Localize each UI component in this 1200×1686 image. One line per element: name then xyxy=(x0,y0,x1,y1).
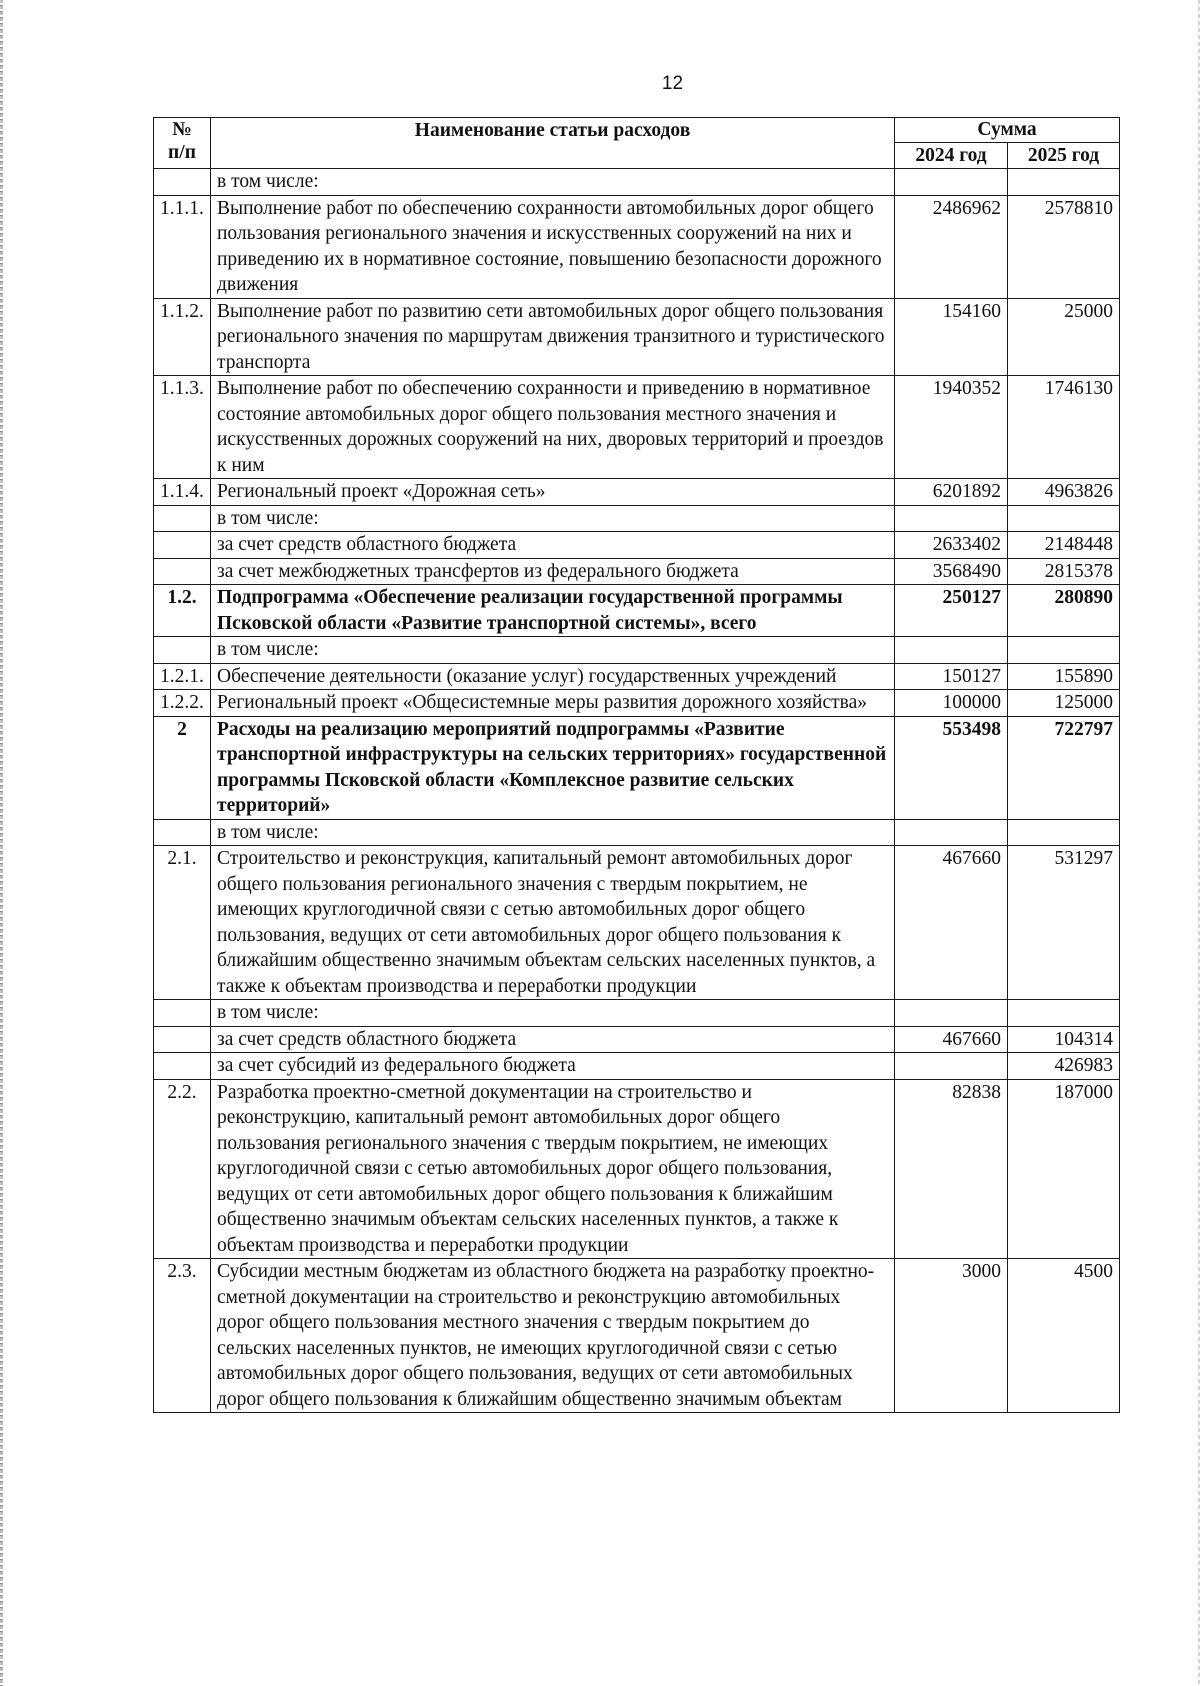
row-value-2024: 1940352 xyxy=(895,376,1008,479)
table-row xyxy=(154,663,1120,690)
row-number: 1.2. xyxy=(154,585,211,637)
row-name: за счет межбюджетных трансфертов из федерального бюджета xyxy=(211,558,895,585)
row-value-2025: 531297 xyxy=(1008,846,1120,1000)
row-value-2024: 2633402 xyxy=(895,532,1008,559)
row-value-2024: 250127 xyxy=(895,585,1008,637)
row-number xyxy=(154,532,211,559)
row-name: за счет субсидий из федерального бюджета xyxy=(211,1053,895,1080)
header-year-2025: 2025 год xyxy=(1008,143,1120,169)
table-row xyxy=(154,846,1120,1000)
header-row xyxy=(154,118,1120,143)
row-value-2024: 2486962 xyxy=(895,195,1008,298)
row-name: Региональный проект «Общесистемные меры развития дорожного хозяйства» xyxy=(211,690,895,717)
table-row xyxy=(154,690,1120,717)
row-number xyxy=(154,1000,211,1027)
row-name: за счет средств областного бюджета xyxy=(211,532,895,559)
header-year-2024: 2024 год xyxy=(895,143,1008,169)
row-value-2025: 4963826 xyxy=(1008,479,1120,506)
header-num-label: № xyxy=(172,119,192,140)
row-number: 1.2.2. xyxy=(154,690,211,717)
page-number: 12 xyxy=(661,73,684,94)
row-value-2025: 155890 xyxy=(1008,663,1120,690)
table-row xyxy=(154,376,1120,479)
table-row xyxy=(154,1259,1120,1413)
row-name: Выполнение работ по обеспечению сохранности и приведению в нормативное состояние автомобильных дорог общего пользования местного значения и искусственных дорожных сооружений на них, дворовых территорий и проездов к ним xyxy=(211,376,895,479)
header-num-cell xyxy=(154,118,211,169)
row-value-2024 xyxy=(895,819,1008,846)
table-row xyxy=(154,819,1120,846)
row-value-2024: 467660 xyxy=(895,1026,1008,1053)
table-row xyxy=(154,637,1120,664)
row-number xyxy=(154,819,211,846)
row-value-2025: 187000 xyxy=(1008,1079,1120,1259)
row-value-2024: 82838 xyxy=(895,1079,1008,1259)
row-number: 2 xyxy=(154,716,211,819)
row-name: Выполнение работ по развитию сети автомобильных дорог общего пользования регионального значения по маршрутам движения транзитного и туристического транспорта xyxy=(211,298,895,376)
row-value-2025 xyxy=(1008,1000,1120,1027)
row-name: в том числе: xyxy=(211,169,895,196)
row-value-2025: 4500 xyxy=(1008,1259,1120,1413)
table-row-subprogram xyxy=(154,585,1120,637)
row-value-2025: 280890 xyxy=(1008,585,1120,637)
table-row xyxy=(154,558,1120,585)
row-name: Обеспечение деятельности (оказание услуг) государственных учреждений xyxy=(211,663,895,690)
row-name: Разработка проектно-сметной документации на строительство и реконструкцию, капитальный ремонт автомобильных дорог общего пользования регионального значения с твердым покрытием, не имеющих круглогодичной связи с сетью автомобильных дорог общего пользования, ведущих от сети автомобильных дорог общего пользования к ближайшим общественно значимым объектам сельских населенных пунктов, а также к объектам производства и переработки продукции xyxy=(211,1079,895,1259)
row-number xyxy=(154,1053,211,1080)
header-num-sub-label: п/п xyxy=(168,142,196,163)
row-value-2025 xyxy=(1008,819,1120,846)
header-sum: Сумма xyxy=(895,118,1120,143)
table-row xyxy=(154,532,1120,559)
table-row xyxy=(154,1026,1120,1053)
row-value-2024 xyxy=(895,637,1008,664)
row-value-2025 xyxy=(1008,169,1120,196)
row-value-2025 xyxy=(1008,637,1120,664)
row-number: 2.2. xyxy=(154,1079,211,1259)
row-value-2025: 125000 xyxy=(1008,690,1120,717)
row-number xyxy=(154,169,211,196)
row-number: 1.2.1. xyxy=(154,663,211,690)
row-value-2025: 426983 xyxy=(1008,1053,1120,1080)
row-value-2025: 25000 xyxy=(1008,298,1120,376)
row-value-2024 xyxy=(895,505,1008,532)
row-value-2025: 1746130 xyxy=(1008,376,1120,479)
row-name: Расходы на реализацию мероприятий подпрограммы «Развитие транспортной инфраструктуры на сельских территориях» государственной программы Псковской области «Комплексное развитие сельских территорий» xyxy=(211,716,895,819)
row-number: 1.1.2. xyxy=(154,298,211,376)
table-row xyxy=(154,1053,1120,1080)
row-value-2025 xyxy=(1008,505,1120,532)
row-value-2024 xyxy=(895,1053,1008,1080)
row-number: 1.1.3. xyxy=(154,376,211,479)
row-value-2024 xyxy=(895,169,1008,196)
row-name: Строительство и реконструкция, капитальный ремонт автомобильных дорог общего пользования регионального значения с твердым покрытием, не имеющих круглогодичной связи с сетью автомобильных дорог общего пользования, ведущих от сети автомобильных дорог общего пользования к ближайшим общественно значимым объектам сельских населенных пунктов, а также к объектам производства и переработки продукции xyxy=(211,846,895,1000)
row-number xyxy=(154,1026,211,1053)
row-value-2025: 104314 xyxy=(1008,1026,1120,1053)
row-value-2025: 722797 xyxy=(1008,716,1120,819)
table-row-subprogram xyxy=(154,716,1120,819)
row-name: Региональный проект «Дорожная сеть» xyxy=(211,479,895,506)
table-row xyxy=(154,1079,1120,1259)
row-value-2024: 150127 xyxy=(895,663,1008,690)
row-name: в том числе: xyxy=(211,1000,895,1027)
row-value-2024: 553498 xyxy=(895,716,1008,819)
row-value-2024: 100000 xyxy=(895,690,1008,717)
row-number xyxy=(154,637,211,664)
row-number: 1.1.4. xyxy=(154,479,211,506)
row-value-2025: 2815378 xyxy=(1008,558,1120,585)
row-value-2025: 2578810 xyxy=(1008,195,1120,298)
table-row xyxy=(154,479,1120,506)
table-row xyxy=(154,169,1120,196)
row-name: в том числе: xyxy=(211,819,895,846)
row-name: Выполнение работ по обеспечению сохранности автомобильных дорог общего пользования регионального значения и искусственных сооружений на них и приведению их в нормативное состояние, повышению безопасности дорожного движения xyxy=(211,195,895,298)
table-row xyxy=(154,1000,1120,1027)
table-row xyxy=(154,195,1120,298)
expense-table xyxy=(153,117,1120,1413)
row-number: 2.1. xyxy=(154,846,211,1000)
row-value-2024: 6201892 xyxy=(895,479,1008,506)
row-name: в том числе: xyxy=(211,637,895,664)
row-number: 1.1.1. xyxy=(154,195,211,298)
row-number xyxy=(154,558,211,585)
row-number: 2.3. xyxy=(154,1259,211,1413)
row-number xyxy=(154,505,211,532)
scan-left-edge xyxy=(0,0,3,1686)
row-name: Субсидии местным бюджетам из областного бюджета на разработку проектно-сметной документации на строительство и реконструкцию автомобильных дорог общего пользования местного значения с твердым покрытием до сельских населенных пунктов, не имеющих круглогодичной связи с сетью автомобильных дорог общего пользования, ведущих от сети автомобильных дорог общего пользования к ближайшим общественно значимым объектам xyxy=(211,1259,895,1413)
table-row xyxy=(154,505,1120,532)
table-row xyxy=(154,298,1120,376)
row-value-2025: 2148448 xyxy=(1008,532,1120,559)
row-value-2024 xyxy=(895,1000,1008,1027)
row-name: в том числе: xyxy=(211,505,895,532)
row-value-2024: 3568490 xyxy=(895,558,1008,585)
row-value-2024: 154160 xyxy=(895,298,1008,376)
row-name: Подпрограмма «Обеспечение реализации государственной программы Псковской области «Развитие транспортной системы», всего xyxy=(211,585,895,637)
row-name: за счет средств областного бюджета xyxy=(211,1026,895,1053)
row-value-2024: 3000 xyxy=(895,1259,1008,1413)
row-value-2024: 467660 xyxy=(895,846,1008,1000)
header-name: Наименование статьи расходов xyxy=(211,118,895,169)
